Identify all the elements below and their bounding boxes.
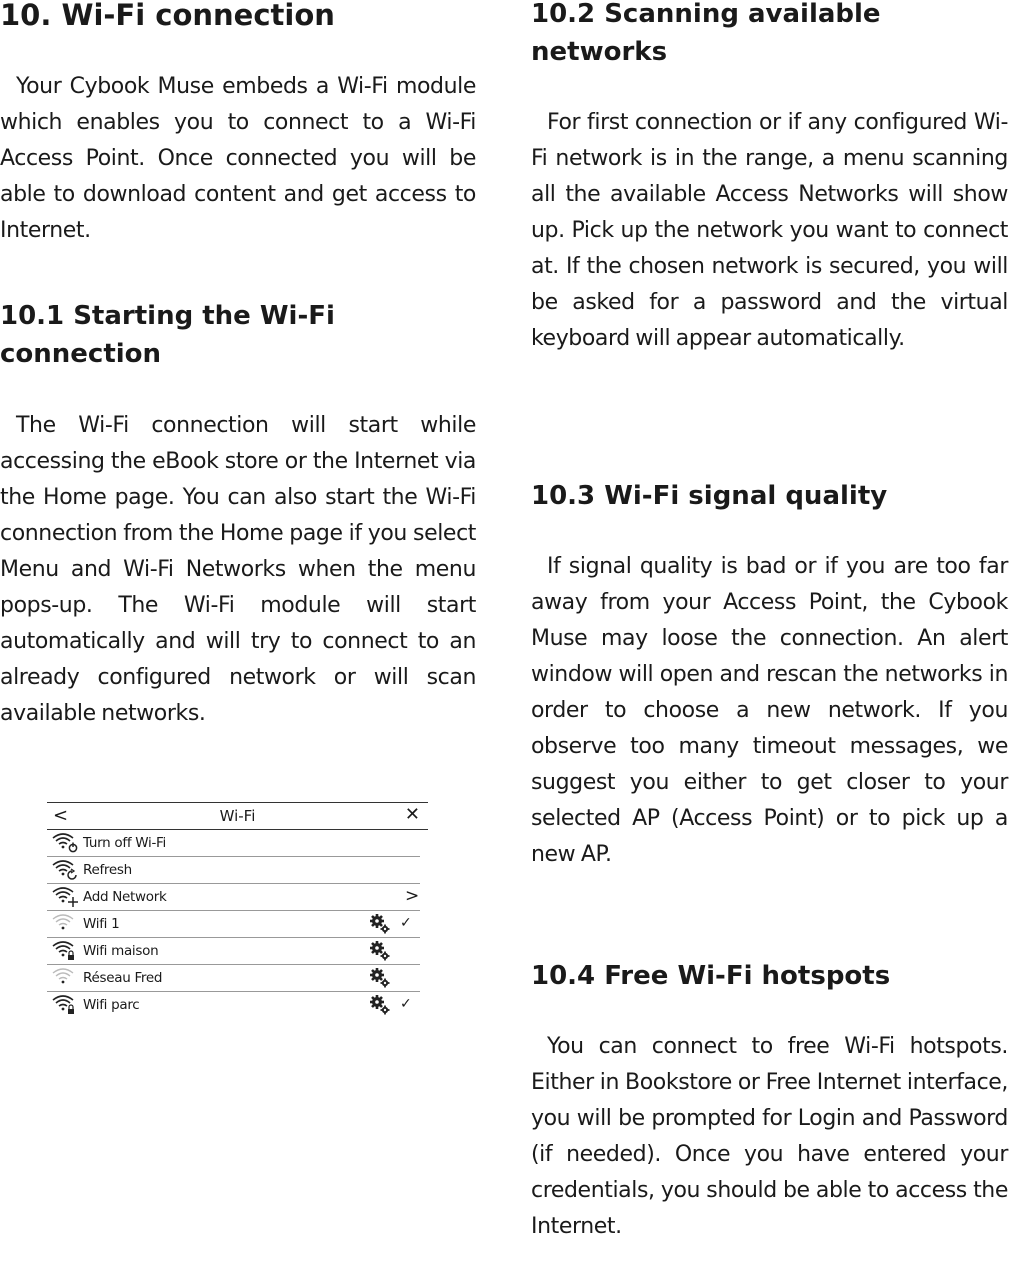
check-icon: ✓ (400, 996, 412, 1012)
intro-paragraph: Your Cybook Muse embeds a Wi-Fi module which enables you to connect to a Wi-Fi Access Point. Once connected you will be able to download content and get access to Internet. (0, 74, 476, 243)
wifi-weak-icon (51, 913, 79, 935)
wifi-menu-title: Wi-Fi (219, 807, 256, 825)
section-10-4-text: You can connect to free Wi-Fi hotspots. Either in Bookstore or Free Internet interface, you will be prompted for Login and Password (if needed). Once you have entered your credentials, you should be able to access the Internet. (531, 1034, 1008, 1239)
menu-item-add-network[interactable] (47, 884, 420, 911)
wifi-lock-icon (51, 940, 79, 962)
menu-item-label: Refresh (83, 862, 132, 878)
network-label: Wifi maison (83, 943, 159, 959)
chevron-left-icon[interactable]: < (53, 805, 69, 826)
section-10-3-text: If signal quality is bad or if you are too far away from your Access Point, the Cybook Muse may loose the connection. An alert window will open and rescan the networks in order to choose a new network. If you observe too many timeout messages, we suggest you either to get closer to your selected AP (Access Point) or to pick up a new AP. (531, 554, 1008, 867)
section-10-2-title: 10.2 Scanning available networks (531, 0, 881, 67)
chapter-title: 10. Wi-Fi connection (0, 0, 335, 32)
check-icon: ✓ (400, 915, 412, 931)
network-item-wifi-1[interactable] (47, 911, 420, 938)
gear-icon[interactable] (369, 967, 391, 989)
menu-item-refresh[interactable] (47, 857, 420, 884)
network-item-reseau-fred[interactable] (47, 965, 420, 992)
wifi-power-icon (51, 832, 79, 854)
menu-item-label: Turn off Wi-Fi (83, 835, 166, 851)
network-label: Wifi parc (83, 997, 140, 1013)
wifi-menu-header (47, 802, 428, 830)
network-item-wifi-parc[interactable] (47, 992, 420, 1018)
chevron-right-icon: > (405, 886, 420, 906)
section-10-3-title: 10.3 Wi-Fi signal quality (531, 481, 888, 511)
close-icon[interactable]: ✕ (404, 804, 420, 825)
network-item-wifi-maison[interactable] (47, 938, 420, 965)
gear-icon[interactable] (369, 913, 391, 935)
wifi-weak-icon (51, 967, 79, 989)
network-label: Réseau Fred (83, 970, 163, 986)
wifi-add-icon (51, 886, 79, 908)
section-10-2-text: For first connection or if any configured Wi-Fi network is in the range, a menu scanning all the available Access Networks will show up. Pick up the network you want to connect at. If the chosen network is secured, you will be asked for a password and the virtual keyboard will appear automatically. (531, 110, 1008, 351)
section-10-1-title: 10.1 Starting the Wi-Fi connection (0, 301, 335, 369)
wifi-lock-icon (51, 994, 79, 1016)
menu-item-label: Add Network (83, 889, 167, 905)
network-label: Wifi 1 (83, 916, 120, 932)
section-10-4-title: 10.4 Free Wi-Fi hotspots (531, 961, 891, 991)
section-10-1-text: The Wi-Fi connection will start while accessing the eBook store or the Internet via the Home page. You can also start the Wi-Fi connection from the Home page if you select Menu and Wi-Fi Networks when the menu pops-up. The Wi-Fi module will start automatically and will try to connect to an already configured network or will scan available networks. (0, 413, 476, 726)
gear-icon[interactable] (369, 994, 391, 1016)
menu-item-turn-off-wifi[interactable] (47, 830, 420, 857)
gear-icon[interactable] (369, 940, 391, 962)
wifi-menu (47, 802, 428, 1018)
wifi-refresh-icon (51, 859, 79, 881)
